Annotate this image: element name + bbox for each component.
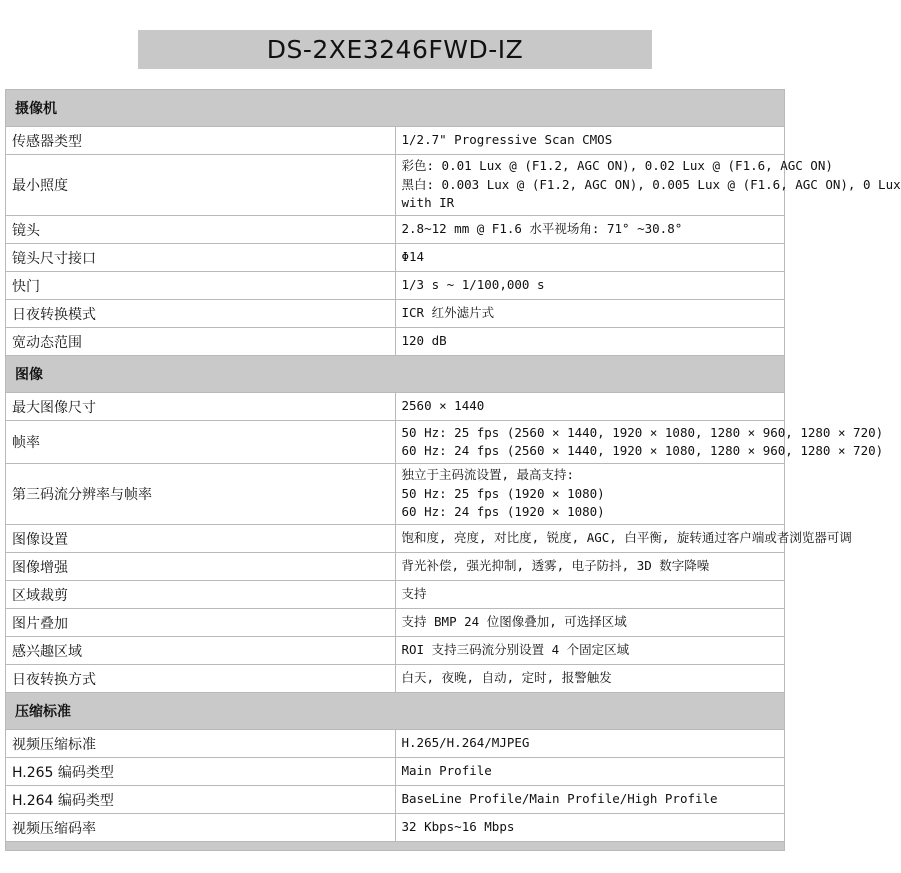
spec-key: 快门 xyxy=(6,272,396,300)
section-title: 图像 xyxy=(6,356,785,393)
spec-value xyxy=(395,786,785,814)
spec-row xyxy=(6,127,785,155)
spec-value-line: 2560 × 1440 xyxy=(401,398,485,414)
spec-key: 图像设置 xyxy=(6,525,396,553)
spec-value xyxy=(395,272,785,300)
spec-key: 视频压缩码率 xyxy=(6,814,396,842)
spec-key: 镜头尺寸接口 xyxy=(6,244,396,272)
spec-row xyxy=(6,609,785,637)
section-title: 摄像机 xyxy=(6,90,785,127)
spec-value xyxy=(395,553,785,581)
spec-value xyxy=(395,393,785,421)
spec-value xyxy=(395,421,884,464)
spec-value-line: 32 Kbps~16 Mbps xyxy=(401,819,515,835)
spec-key: 日夜转换模式 xyxy=(6,300,396,328)
spec-key: 图像增强 xyxy=(6,553,396,581)
spec-key: 宽动态范围 xyxy=(6,328,396,356)
spec-value-line: with IR xyxy=(401,195,455,211)
spec-value xyxy=(395,665,785,693)
spec-value xyxy=(395,609,785,637)
spec-value-line: 50 Hz: 25 fps (2560 × 1440, 1920 × 1080, 1280 × 960, 1280 × 720) xyxy=(401,424,884,440)
spec-key: 第三码流分辨率与帧率 xyxy=(6,464,396,525)
spec-value-line: 支持 xyxy=(401,586,427,602)
section-header xyxy=(6,90,785,127)
spec-value-line: 彩色: 0.01 Lux @ (F1.2, AGC ON), 0.02 Lux @ (F1.6, AGC ON) xyxy=(401,158,833,174)
section-header xyxy=(6,356,785,393)
spec-row xyxy=(6,758,785,786)
spec-value-line: 60 Hz: 24 fps (2560 × 1440, 1920 × 1080, 1280 × 960, 1280 × 720) xyxy=(401,443,884,458)
spec-key: H.265 编码类型 xyxy=(6,758,396,786)
spec-key: 最大图像尺寸 xyxy=(6,393,396,421)
spec-row xyxy=(6,814,785,842)
spec-value-line: 支持 BMP 24 位图像叠加, 可选择区域 xyxy=(401,614,627,630)
spec-row xyxy=(6,665,785,693)
spec-value-line: H.265/H.264/MJPEG xyxy=(401,735,530,751)
spec-value-line: 60 Hz: 24 fps (1920 × 1080) xyxy=(401,504,605,520)
spec-value-line: 120 dB xyxy=(401,333,447,349)
spec-key: 视频压缩标准 xyxy=(6,730,396,758)
spec-row xyxy=(6,464,785,525)
spec-value-line: 黑白: 0.003 Lux @ (F1.2, AGC ON), 0.005 Lux @ (F1.6, AGC ON), 0 Lux xyxy=(401,176,901,192)
section-title: 压缩标准 xyxy=(6,693,785,730)
spec-value-line: ROI 支持三码流分别设置 4 个固定区域 xyxy=(401,642,630,658)
spec-row xyxy=(6,637,785,665)
spec-value xyxy=(395,216,785,244)
spec-row xyxy=(6,272,785,300)
spec-table-body xyxy=(6,90,901,851)
spec-value xyxy=(395,244,785,272)
spec-row xyxy=(6,155,785,216)
spec-row xyxy=(6,786,785,814)
spec-value xyxy=(395,127,785,155)
spec-value-line: 2.8~12 mm @ F1.6 水平视场角: 71° ~30.8° xyxy=(401,221,683,237)
spec-value-line: 独立于主码流设置, 最高支持: xyxy=(401,467,575,483)
spec-row xyxy=(6,244,785,272)
spec-value xyxy=(395,464,785,525)
spec-table xyxy=(5,89,901,851)
spec-value-line: Main Profile xyxy=(401,763,492,779)
spec-value xyxy=(395,814,785,842)
spec-value xyxy=(395,300,785,328)
section-header-partial xyxy=(6,842,785,851)
spec-key: 区域裁剪 xyxy=(6,581,396,609)
spec-value-line: BaseLine Profile/Main Profile/High Profile xyxy=(401,791,718,807)
spec-value xyxy=(395,328,785,356)
spec-value-line: 1/3 s ~ 1/100,000 s xyxy=(401,277,545,293)
spec-value-line: 50 Hz: 25 fps (1920 × 1080) xyxy=(401,485,605,501)
spec-value xyxy=(395,525,852,553)
spec-value-line: 白天, 夜晚, 自动, 定时, 报警触发 xyxy=(401,670,612,686)
spec-key: 传感器类型 xyxy=(6,127,396,155)
section-band xyxy=(6,842,785,851)
spec-key: 图片叠加 xyxy=(6,609,396,637)
spec-key: 镜头 xyxy=(6,216,396,244)
spec-value-line: 饱和度, 亮度, 对比度, 锐度, AGC, 白平衡, 旋转通过客户端或者浏览器可调 xyxy=(401,530,852,546)
spec-key: H.264 编码类型 xyxy=(6,786,396,814)
spec-row xyxy=(6,216,785,244)
spec-key: 最小照度 xyxy=(6,155,396,216)
spec-value xyxy=(395,758,785,786)
spec-value-line: 1/2.7" Progressive Scan CMOS xyxy=(401,132,613,148)
spec-value-line: 背光补偿, 强光抑制, 透雾, 电子防抖, 3D 数字降噪 xyxy=(401,558,710,574)
spec-value xyxy=(395,730,785,758)
spec-row xyxy=(6,328,785,356)
spec-value-line: ICR 红外滤片式 xyxy=(401,305,495,321)
spec-value xyxy=(395,155,901,216)
spec-row xyxy=(6,525,785,553)
page-title: DS-2XE3246FWD-IZ xyxy=(138,30,652,69)
spec-value xyxy=(395,637,785,665)
spec-key: 帧率 xyxy=(6,421,396,464)
spec-row xyxy=(6,581,785,609)
spec-row xyxy=(6,730,785,758)
spec-key: 日夜转换方式 xyxy=(6,665,396,693)
spec-row xyxy=(6,553,785,581)
section-header xyxy=(6,693,785,730)
spec-row xyxy=(6,393,785,421)
spec-row xyxy=(6,421,785,464)
spec-key: 感兴趣区域 xyxy=(6,637,396,665)
spec-value xyxy=(395,581,785,609)
spec-value-line: Φ14 xyxy=(401,249,425,265)
spec-row xyxy=(6,300,785,328)
